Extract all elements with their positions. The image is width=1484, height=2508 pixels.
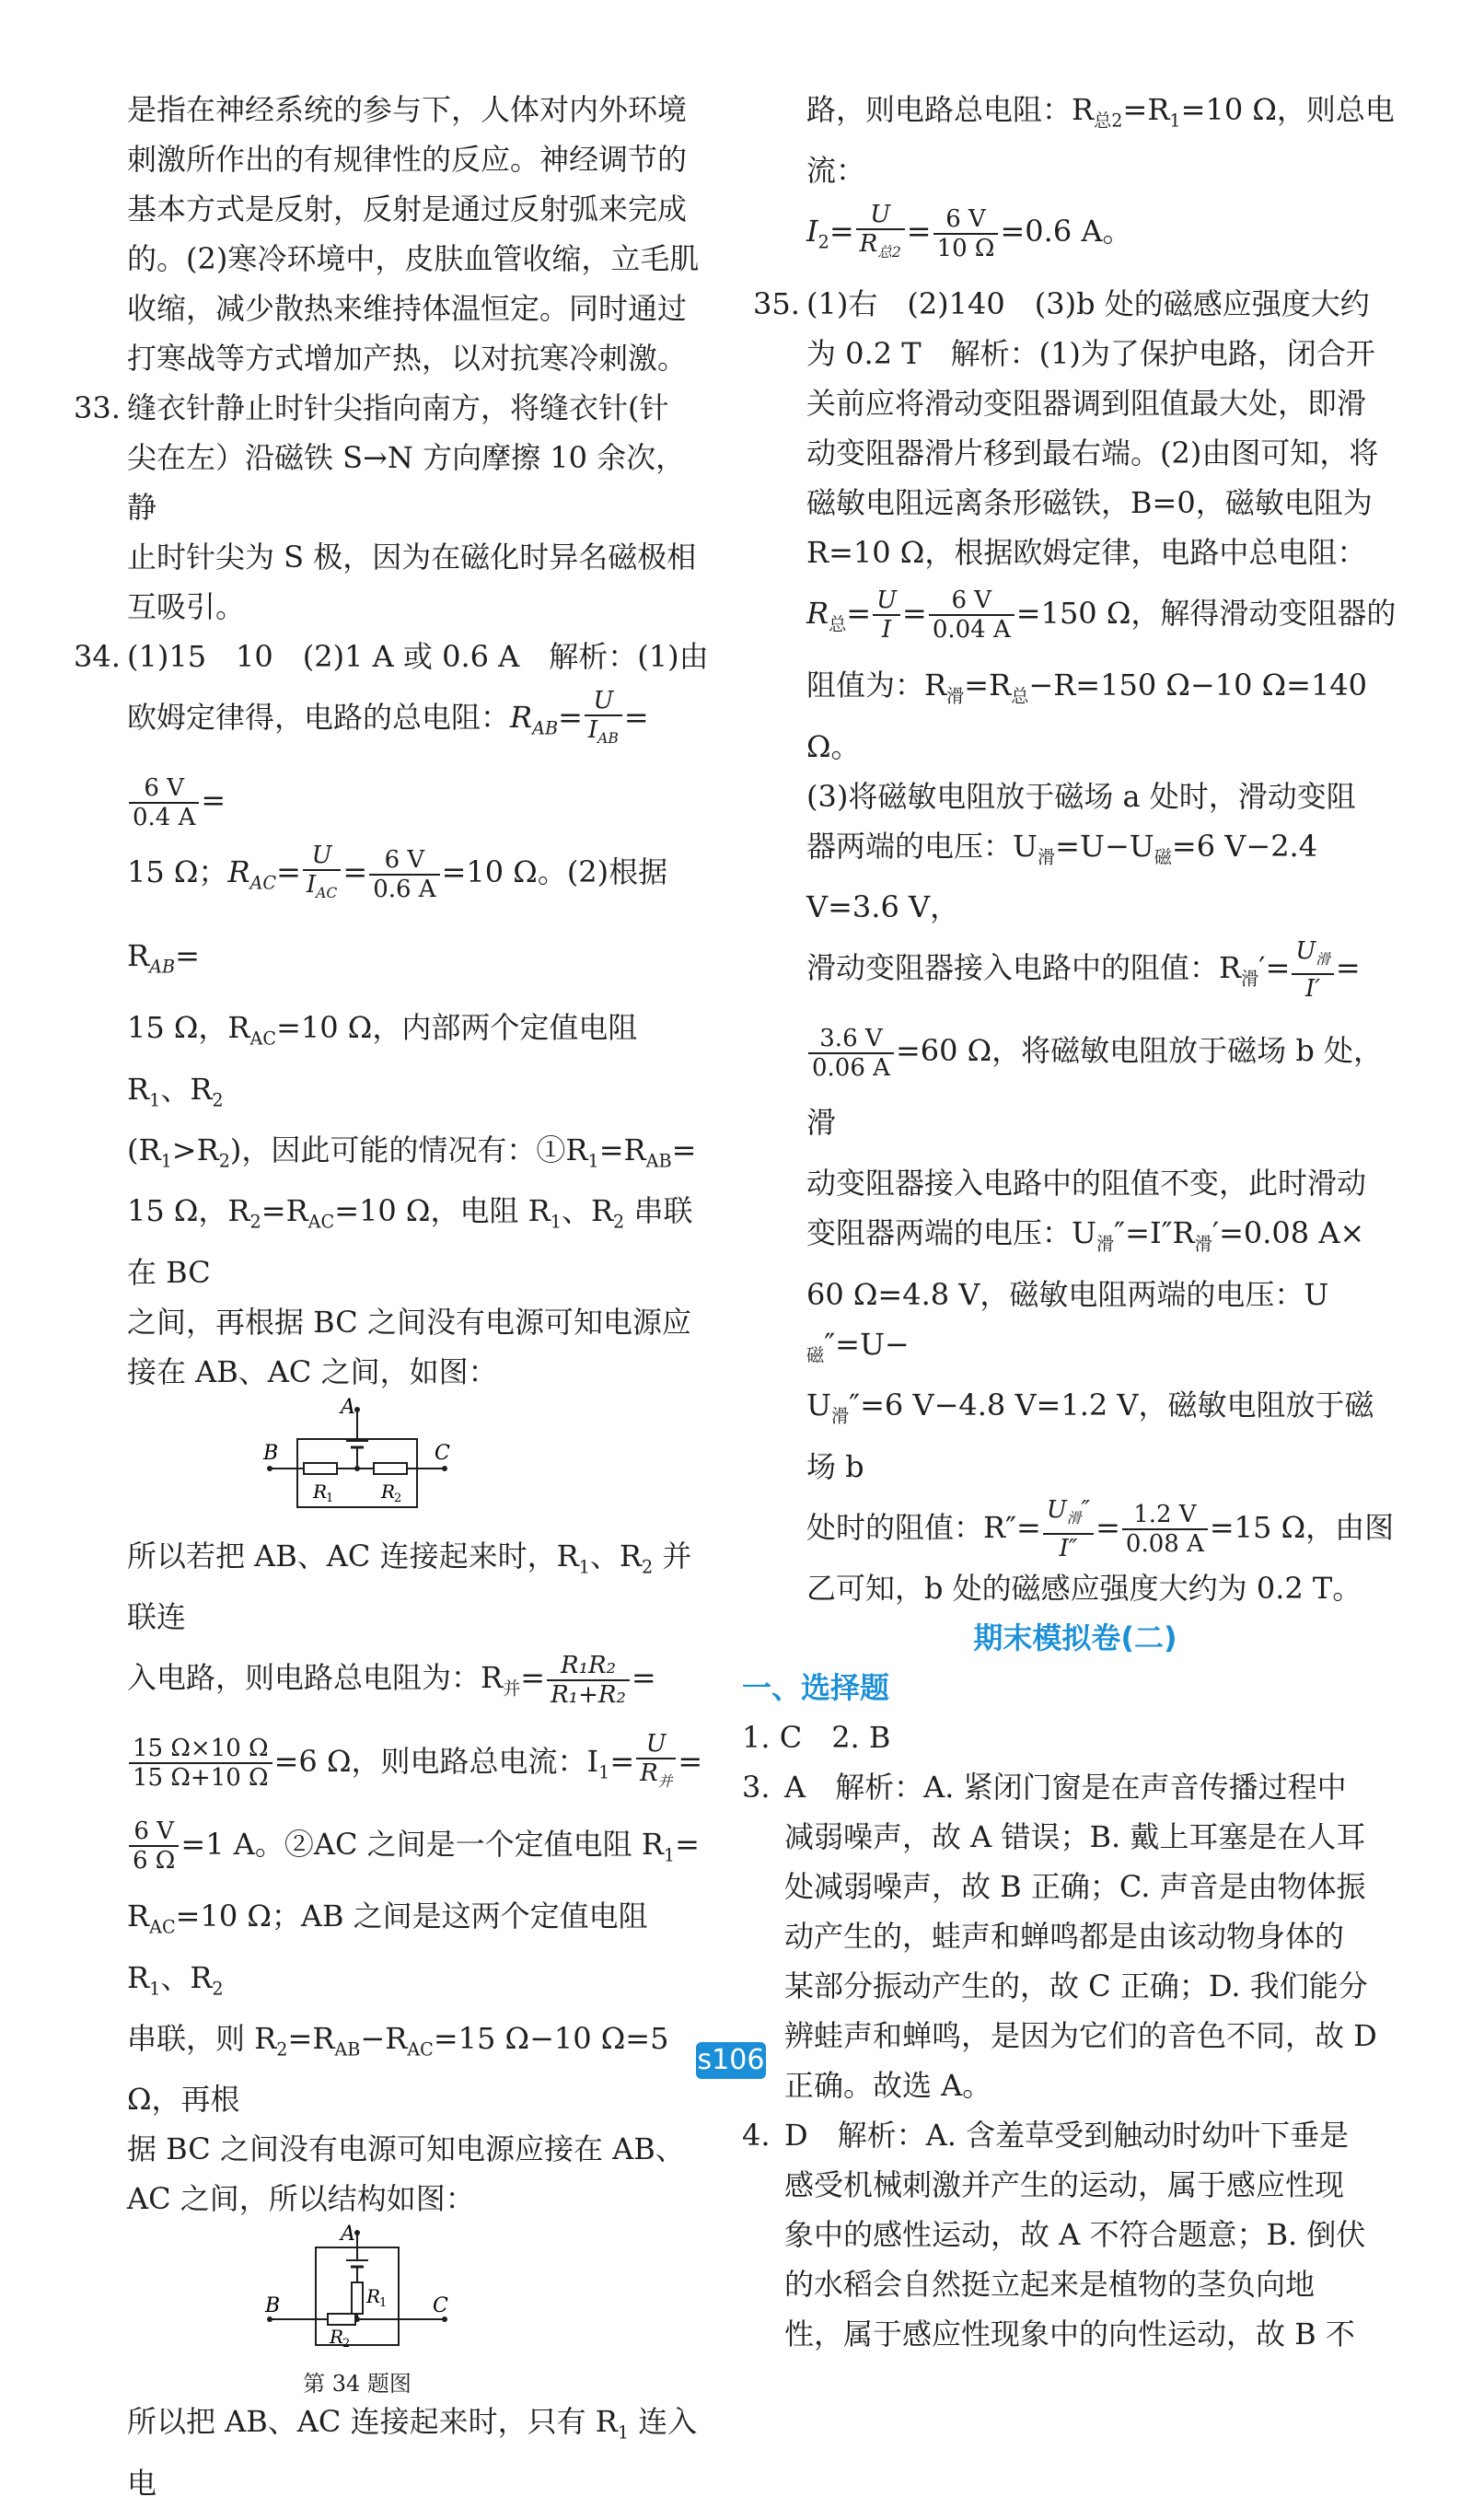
text: 连入电: [127, 2404, 698, 2501]
text: =10 Ω，内部两个定值电阻 R: [127, 1010, 638, 1107]
subscript: 滑: [1037, 845, 1056, 867]
question-number: 33.: [74, 390, 121, 425]
denominator: 0.04 A: [932, 616, 1011, 644]
text-line: 象中的感性运动，故 A 不符合题意；B. 倒伏: [784, 2216, 1366, 2252]
text-line: 辨蛙声和蝉鸣，是因为它们的音色不同，故 D: [784, 2017, 1377, 2053]
text-line: 的水稻会自然挺立起来是植物的茎负向地: [784, 2266, 1316, 2302]
formula-line: 入电路，则电路总电阻为：$R_并=$ $\frac{\text{R₁R₂}}{\text{R₁+R₂}}$ =: [127, 1651, 656, 1709]
question-number: 34.: [74, 639, 121, 674]
subscript: 总2: [1094, 110, 1123, 132]
denominator: I: [881, 616, 892, 644]
text: U: [806, 1388, 831, 1423]
numerator: 1.2 V: [1122, 1501, 1208, 1530]
text-line: [806, 821, 1397, 932]
label-a: A: [341, 2223, 355, 2247]
text: >R: [171, 1132, 219, 1167]
text: ″=6 V−4.8 V=1.2 V，磁敏电阻放于磁场 b: [806, 1388, 1374, 1484]
fraction: [1043, 1496, 1094, 1562]
resistor-r2: [374, 1463, 407, 1474]
text-line: 性，属于感应性现象中的向性运动，故 B 不: [784, 2316, 1355, 2351]
subscript: 总: [1011, 685, 1029, 707]
numerator-text: ″: [1081, 1496, 1091, 1525]
figure-caption: 第 34 题图: [303, 2371, 412, 2398]
text: 并联连: [127, 1538, 692, 1635]
label-r2-sub: 2: [342, 2337, 351, 2351]
junction-dot: [354, 2316, 360, 2322]
text: =R: [598, 1132, 646, 1167]
answer-33: [74, 383, 709, 632]
subscript: AB: [597, 730, 619, 748]
denominator: R₁+R₂: [551, 1680, 626, 1709]
formula-line: 欧姆定律得，电路的总电阻：$R_{AB}=$ U $I_{AB}$ = $\frac{6 V}{0.4 A}$ =: [127, 686, 649, 831]
text: 、R: [561, 1193, 614, 1229]
text: −R=150 Ω−10 Ω=140 Ω。: [806, 668, 1368, 764]
numerator: [1043, 1496, 1094, 1534]
text-line: 缝衣针静止时针尖指向南方，将缝衣针(针: [127, 390, 669, 425]
numerator: U: [856, 201, 905, 230]
label-r2: R: [330, 2326, 344, 2349]
symbol: R: [806, 595, 829, 631]
text-line: 关前应将滑动变阻器调到阻值最大处，即滑: [806, 385, 1367, 421]
text-line: 的。(2)寒冷环境中，皮肤血管收缩，立毛肌: [127, 241, 700, 276]
text-line: 止时针尖为 S 极，因为在磁化时异名磁极相: [127, 540, 697, 575]
question-number: 35.: [753, 285, 800, 321]
text: 所以把 AB、AC 连接起来时，只有 R: [127, 2404, 618, 2440]
formula-line: $\frac{6 V}{6 \Omega}$ =1 A。②AC 之间是一个定值电阻 $R_1=$: [127, 1808, 709, 1891]
text-line: 为 0.2 T 解析：(1)为了保护电路，闭合开: [806, 335, 1375, 371]
text: 变阻器两端的电压：U: [806, 1215, 1096, 1251]
denominator: 0.6 A: [373, 875, 436, 903]
text: =15 Ω，由图: [1209, 1509, 1395, 1545]
text: =: [675, 1826, 700, 1862]
fraction: [303, 842, 341, 907]
text: =1 A。②AC 之间是一个定值电阻 R: [180, 1826, 664, 1862]
question-number: 4.: [742, 2117, 771, 2153]
fraction: [369, 846, 439, 903]
text: 所以若把 AB、AC 连接起来时，R: [127, 1538, 579, 1573]
formula-line: $\frac{15 \Omega\times 10 \Omega}{15 \Omega+10 \Omega}$ =6 Ω，则电路总电流：$I_1=$ U $R_并$ =: [127, 1725, 709, 1808]
terminal-dot: [267, 1466, 272, 1471]
text: 串联，则 R: [127, 2021, 277, 2057]
denominator: 0.08 A: [1125, 1530, 1204, 1559]
fraction: [808, 1025, 894, 1082]
text: =10 Ω。(2)根据 R: [127, 854, 668, 973]
resistor-r1: [352, 2282, 363, 2314]
text-line: AC 之间，所以结构如图：: [127, 2181, 475, 2217]
text-line: [806, 1208, 1397, 1269]
text: 、R: [160, 1959, 213, 1995]
text: R: [127, 1898, 150, 1934]
text: =: [175, 937, 200, 973]
label-r1-sub: 1: [326, 1491, 334, 1505]
text: ′=: [1258, 949, 1291, 985]
fraction: [129, 1817, 179, 1875]
numerator: 3.6 V: [808, 1025, 894, 1054]
symbol: I: [806, 214, 818, 250]
text-line: 基本方式是反射，反射是通过反射弧来完成: [127, 192, 688, 226]
answer-3: [742, 1762, 1397, 2110]
text-line: 处减弱噪声，故 B 正确；C. 声音是由物体振: [784, 1868, 1366, 1904]
subscript: 磁: [1154, 845, 1172, 867]
answer-32-continued: [74, 85, 709, 383]
text: (R: [127, 1132, 161, 1167]
denominator: I″: [1059, 1534, 1078, 1562]
text: ″=I″R: [1114, 1215, 1195, 1251]
exam-title: 期末模拟卷(二): [973, 1620, 1177, 1655]
resistor-r2: [328, 2314, 355, 2325]
circuit-diagram-2: [265, 2223, 449, 2356]
text: −R: [360, 2021, 408, 2057]
label-b: B: [263, 1441, 279, 1465]
label-r1-sub: 1: [379, 2296, 388, 2311]
formula-line: 处时的阻值：R″= $U_滑''$ I″ = $\frac{1.2 V}{0.08 A}$ =15 Ω，由图: [806, 1496, 1395, 1562]
numerator-text: U: [1295, 936, 1316, 965]
text-line: 串联，则 $R_2=R_{AB}-R_{AC}=15$ Ω−10 Ω=5 Ω，再根: [127, 2021, 669, 2118]
text-line: (1)15 10 (2)1 A 或 0.6 A 解析：(1)由: [127, 639, 709, 674]
fraction: [129, 1735, 272, 1792]
text: =6 Ω，则电路总电流：I: [273, 1743, 599, 1779]
answer-34: [74, 632, 709, 1522]
label-r2-sub: 2: [394, 1491, 402, 1505]
label-c: C: [433, 2294, 448, 2318]
numerator: U: [873, 586, 900, 616]
text: =150 Ω，解得滑动变阻器的: [1015, 595, 1397, 631]
denominator: [636, 1759, 676, 1795]
fraction: [929, 586, 1014, 644]
denominator: 10 Ω: [936, 234, 995, 262]
text: 串联在 BC: [127, 1193, 693, 1290]
formula-line: $I_2=$ U $R_{总2}$ = $\frac{6 V}{10 \Omega}$ =0.6 A。: [806, 195, 1397, 278]
text-line: 正确。故选 A。: [784, 2067, 992, 2103]
text-line: 路，则电路总电阻：$R_{总2}=R_1=10$ Ω，则总电流：: [806, 92, 1395, 189]
text: ′=0.08 A×: [1212, 1215, 1365, 1251]
text-line: 动变阻器滑片移到最右端。(2)由图可知，将: [806, 435, 1379, 470]
denominator-text: R: [640, 1759, 658, 1788]
text-line: 所以把 AB、AC 连接起来时，只有 $R_1$ 连入电: [127, 2404, 698, 2501]
subscript: AC: [316, 885, 338, 902]
text: ″=U−: [824, 1326, 910, 1362]
left-column: [74, 85, 709, 2508]
formula-line: [806, 1015, 1397, 1158]
terminal-dot: [354, 1407, 360, 1412]
subscript: 并: [657, 1773, 673, 1791]
text: =6 V−2.4 V=3.6 V，: [806, 828, 1318, 924]
fraction: [129, 774, 199, 831]
text-line: 互吸引。: [127, 589, 246, 624]
text: =U−U: [1055, 828, 1154, 864]
section-heading: 一、选择题: [742, 1669, 890, 1705]
text: 、R: [589, 1538, 642, 1573]
subscript: 滑: [1066, 1510, 1082, 1527]
label-r2: R: [381, 1480, 396, 1503]
fraction: [547, 1652, 630, 1709]
text: 滑动变阻器接入电路中的阻值：R: [806, 949, 1242, 985]
text-line: R=10 Ω，根据欧姆定律，电路中总电阻：: [806, 534, 1367, 570]
text-line: [806, 660, 1397, 771]
denominator-text: I: [306, 871, 317, 900]
numerator: 6 V: [129, 774, 199, 804]
text-line: 打寒战等方式增加产热，以对抗寒冷刺激。: [127, 341, 688, 376]
text: =R: [964, 668, 1012, 703]
fraction: [636, 1730, 676, 1795]
text: =R: [287, 2021, 335, 2057]
answer-34-continued: [74, 1531, 709, 2508]
text-line: (1)右 (2)140 (3)b 处的磁感应强度大约: [806, 285, 1370, 321]
subscript: 滑: [1241, 968, 1259, 990]
junction-dot: [354, 1466, 360, 1471]
label-r1: R: [366, 2285, 381, 2308]
text: 阻值为：R: [806, 668, 947, 703]
subscript: 滑: [946, 685, 965, 707]
numerator: 6 V: [929, 586, 1014, 616]
subscript: 并: [503, 1678, 521, 1700]
numerator: 6 V: [933, 205, 999, 235]
answer-4: [742, 2110, 1397, 2359]
subscript: 磁: [806, 1344, 825, 1366]
text: 入电路，则电路总电阻为：R: [127, 1660, 504, 1696]
fraction: [873, 586, 900, 644]
text-line: 尖在左）沿磁铁 S→N 方向摩擦 10 余次，静: [127, 440, 686, 525]
text: )，因此可能的情况有：①R: [229, 1132, 588, 1167]
text-line: 所以若把 AB、AC 连接起来时，$R_1$、$R_2$ 并联连: [127, 1538, 692, 1635]
text-line: 动产生的，蛙声和蝉鸣都是由该动物身体的: [784, 1918, 1345, 1954]
text: =15 Ω−10 Ω=5 Ω，再根: [127, 2021, 669, 2118]
fraction: [585, 687, 622, 752]
terminal-dot: [354, 2230, 360, 2235]
denominator-text: R: [859, 230, 878, 259]
subscript: 总: [829, 613, 847, 635]
answer-35: [753, 279, 1397, 1613]
text: 器两端的电压：U: [806, 828, 1038, 864]
text-line: $R_{AC}=10$ Ω；AB 之间是这两个定值电阻 $R_1$、$R_2$: [127, 1898, 648, 2000]
text-line: 某部分振动产生的，故 C 正确；D. 我们能分: [784, 1968, 1368, 2003]
text: 路，则电路总电阻：R: [806, 92, 1095, 127]
text-line: D 解析：A. 含羞草受到触动时幼叶下垂是: [784, 2117, 1350, 2153]
text: 60 Ω=4.8 V，磁敏电阻两端的电压：U: [806, 1276, 1329, 1312]
symbol: R: [510, 700, 533, 735]
label-a: A: [341, 1395, 355, 1419]
numerator-text: U: [1046, 1496, 1067, 1525]
text: =10 Ω；AB 之间是这两个定值电阻 R: [127, 1898, 648, 1995]
denominator: [856, 230, 905, 266]
text-line: 感受机械刺激并产生的运动，属于感应性现: [784, 2166, 1345, 2202]
denominator: 15 Ω+10 Ω: [133, 1764, 269, 1793]
question-number: 3.: [742, 1769, 771, 1805]
formula-line: 15 Ω；$R_{AC}=$ U $I_{AC}$ = $\frac{6 V}{0.6 A}$ =10 Ω。(2)根据 $R_{AB}=$: [127, 842, 668, 978]
numerator: 6 V: [369, 846, 439, 876]
numerator: U: [636, 1730, 676, 1759]
text-line: 减弱噪声，故 A 错误；B. 戴上耳塞是在人耳: [784, 1818, 1366, 1854]
formula-line: $R_总=$ $\frac{U}{I}$ = $\frac{6 V}{0.04 A}$ =150 Ω，解得滑动变阻器的: [806, 586, 1397, 644]
denominator: I′: [1305, 975, 1321, 1004]
fraction: [1122, 1501, 1208, 1558]
text-line: 之间，再根据 BC 之间没有电源可知电源应: [127, 1304, 691, 1340]
text-line: 刺激所作出的有规律性的反应。神经调节的: [127, 142, 688, 177]
text-line: A 解析：A. 紧闭门窗是在声音传播过程中: [784, 1769, 1347, 1805]
text-line: 是指在神经系统的参与下，人体对内外环境: [127, 92, 688, 127]
answers-1-2: 1. C 2. B: [742, 1719, 891, 1755]
circuit-diagram-1: [263, 1395, 450, 1522]
subscript: AB: [532, 717, 559, 739]
text-line: 据 BC 之间没有电源可知电源应接在 AB、: [127, 2131, 685, 2167]
denominator: [585, 716, 622, 752]
subscript: 滑: [830, 1405, 850, 1427]
text: =R: [261, 1193, 308, 1229]
text: =10 Ω，电阻 R: [334, 1193, 551, 1229]
text: 15 Ω；: [127, 854, 228, 890]
numerator: U: [303, 842, 341, 871]
text-line: 乙可知，b 处的磁感应强度大约为 0.2 T。: [806, 1570, 1362, 1606]
page-number: s106: [696, 2042, 766, 2079]
text: =0.6 A。: [1000, 214, 1132, 250]
answer-34-end: [753, 85, 1397, 279]
numerator: 6 V: [129, 1817, 179, 1847]
subscript: 滑: [1316, 951, 1330, 969]
figure-34: [265, 2223, 449, 2398]
text: =60 Ω，将磁敏电阻放于磁场 b 处，滑: [806, 1033, 1384, 1141]
resistor-r1: [304, 1463, 337, 1474]
numerator: R₁R₂: [547, 1652, 630, 1681]
right-column: [742, 85, 1397, 2359]
text: 处时的阻值：R″=: [806, 1509, 1041, 1545]
text-line: 动变阻器接入电路中的阻值不变，此时滑动: [806, 1166, 1367, 1202]
text: =: [671, 1132, 697, 1167]
subscript: 滑: [1194, 1233, 1212, 1255]
fraction: [933, 205, 999, 262]
text-line: $(R_1>R_2)$，因此可能的情况有：$①R_1=R_{AB}=$: [127, 1132, 697, 1172]
text-line: 收缩，减少散热来维持体温恒定。同时通过: [127, 291, 688, 326]
label-r1: R: [313, 1480, 328, 1503]
text: 欧姆定律得，电路的总电阻：: [127, 700, 511, 735]
text-line: 磁敏电阻远离条形磁铁，B=0，磁敏电阻为: [806, 484, 1373, 520]
text-line: [806, 1270, 1397, 1380]
terminal-dot: [442, 1466, 447, 1471]
fraction: [1292, 937, 1334, 1003]
numerator: [1292, 937, 1334, 975]
subscript: 滑: [1096, 1233, 1115, 1255]
text-line: (3)将磁敏电阻放于磁场 a 处时，滑动变阻: [806, 778, 1356, 814]
fraction: [856, 201, 905, 266]
text-line: 接在 AB、AC 之间，如图：: [127, 1353, 498, 1389]
text-line: [806, 1380, 1397, 1491]
denominator-text: I: [587, 715, 598, 744]
text-line: 15 Ω，$R_{AC}=10$ Ω，内部两个定值电阻 $R_1$、$R_2$: [127, 1010, 638, 1110]
denominator: 0.06 A: [812, 1053, 890, 1082]
text: =R: [1122, 92, 1170, 127]
denominator: [303, 871, 341, 907]
label-b: B: [265, 2294, 281, 2318]
text: 15 Ω，R: [127, 1193, 250, 1229]
text: 15 Ω，R: [127, 1010, 250, 1046]
formula-line: 滑动变阻器接入电路中的阻值：$R_滑'=$ $U_滑$ I′ =: [806, 936, 1361, 1004]
numerator: 15 Ω×10 Ω: [129, 1735, 272, 1764]
subscript: 总2: [877, 244, 901, 261]
numerator: U: [585, 687, 622, 716]
text-line: 15 Ω，$R_2=R_{AC}=10$ Ω，电阻 $R_1$、$R_2$ 串联在 BC: [127, 1193, 693, 1290]
text: 、R: [160, 1071, 213, 1107]
text: =10 Ω，则总电流：: [806, 92, 1395, 189]
denominator: 0.4 A: [133, 803, 196, 831]
denominator: 6 Ω: [133, 1847, 176, 1875]
label-c: C: [435, 1441, 450, 1465]
